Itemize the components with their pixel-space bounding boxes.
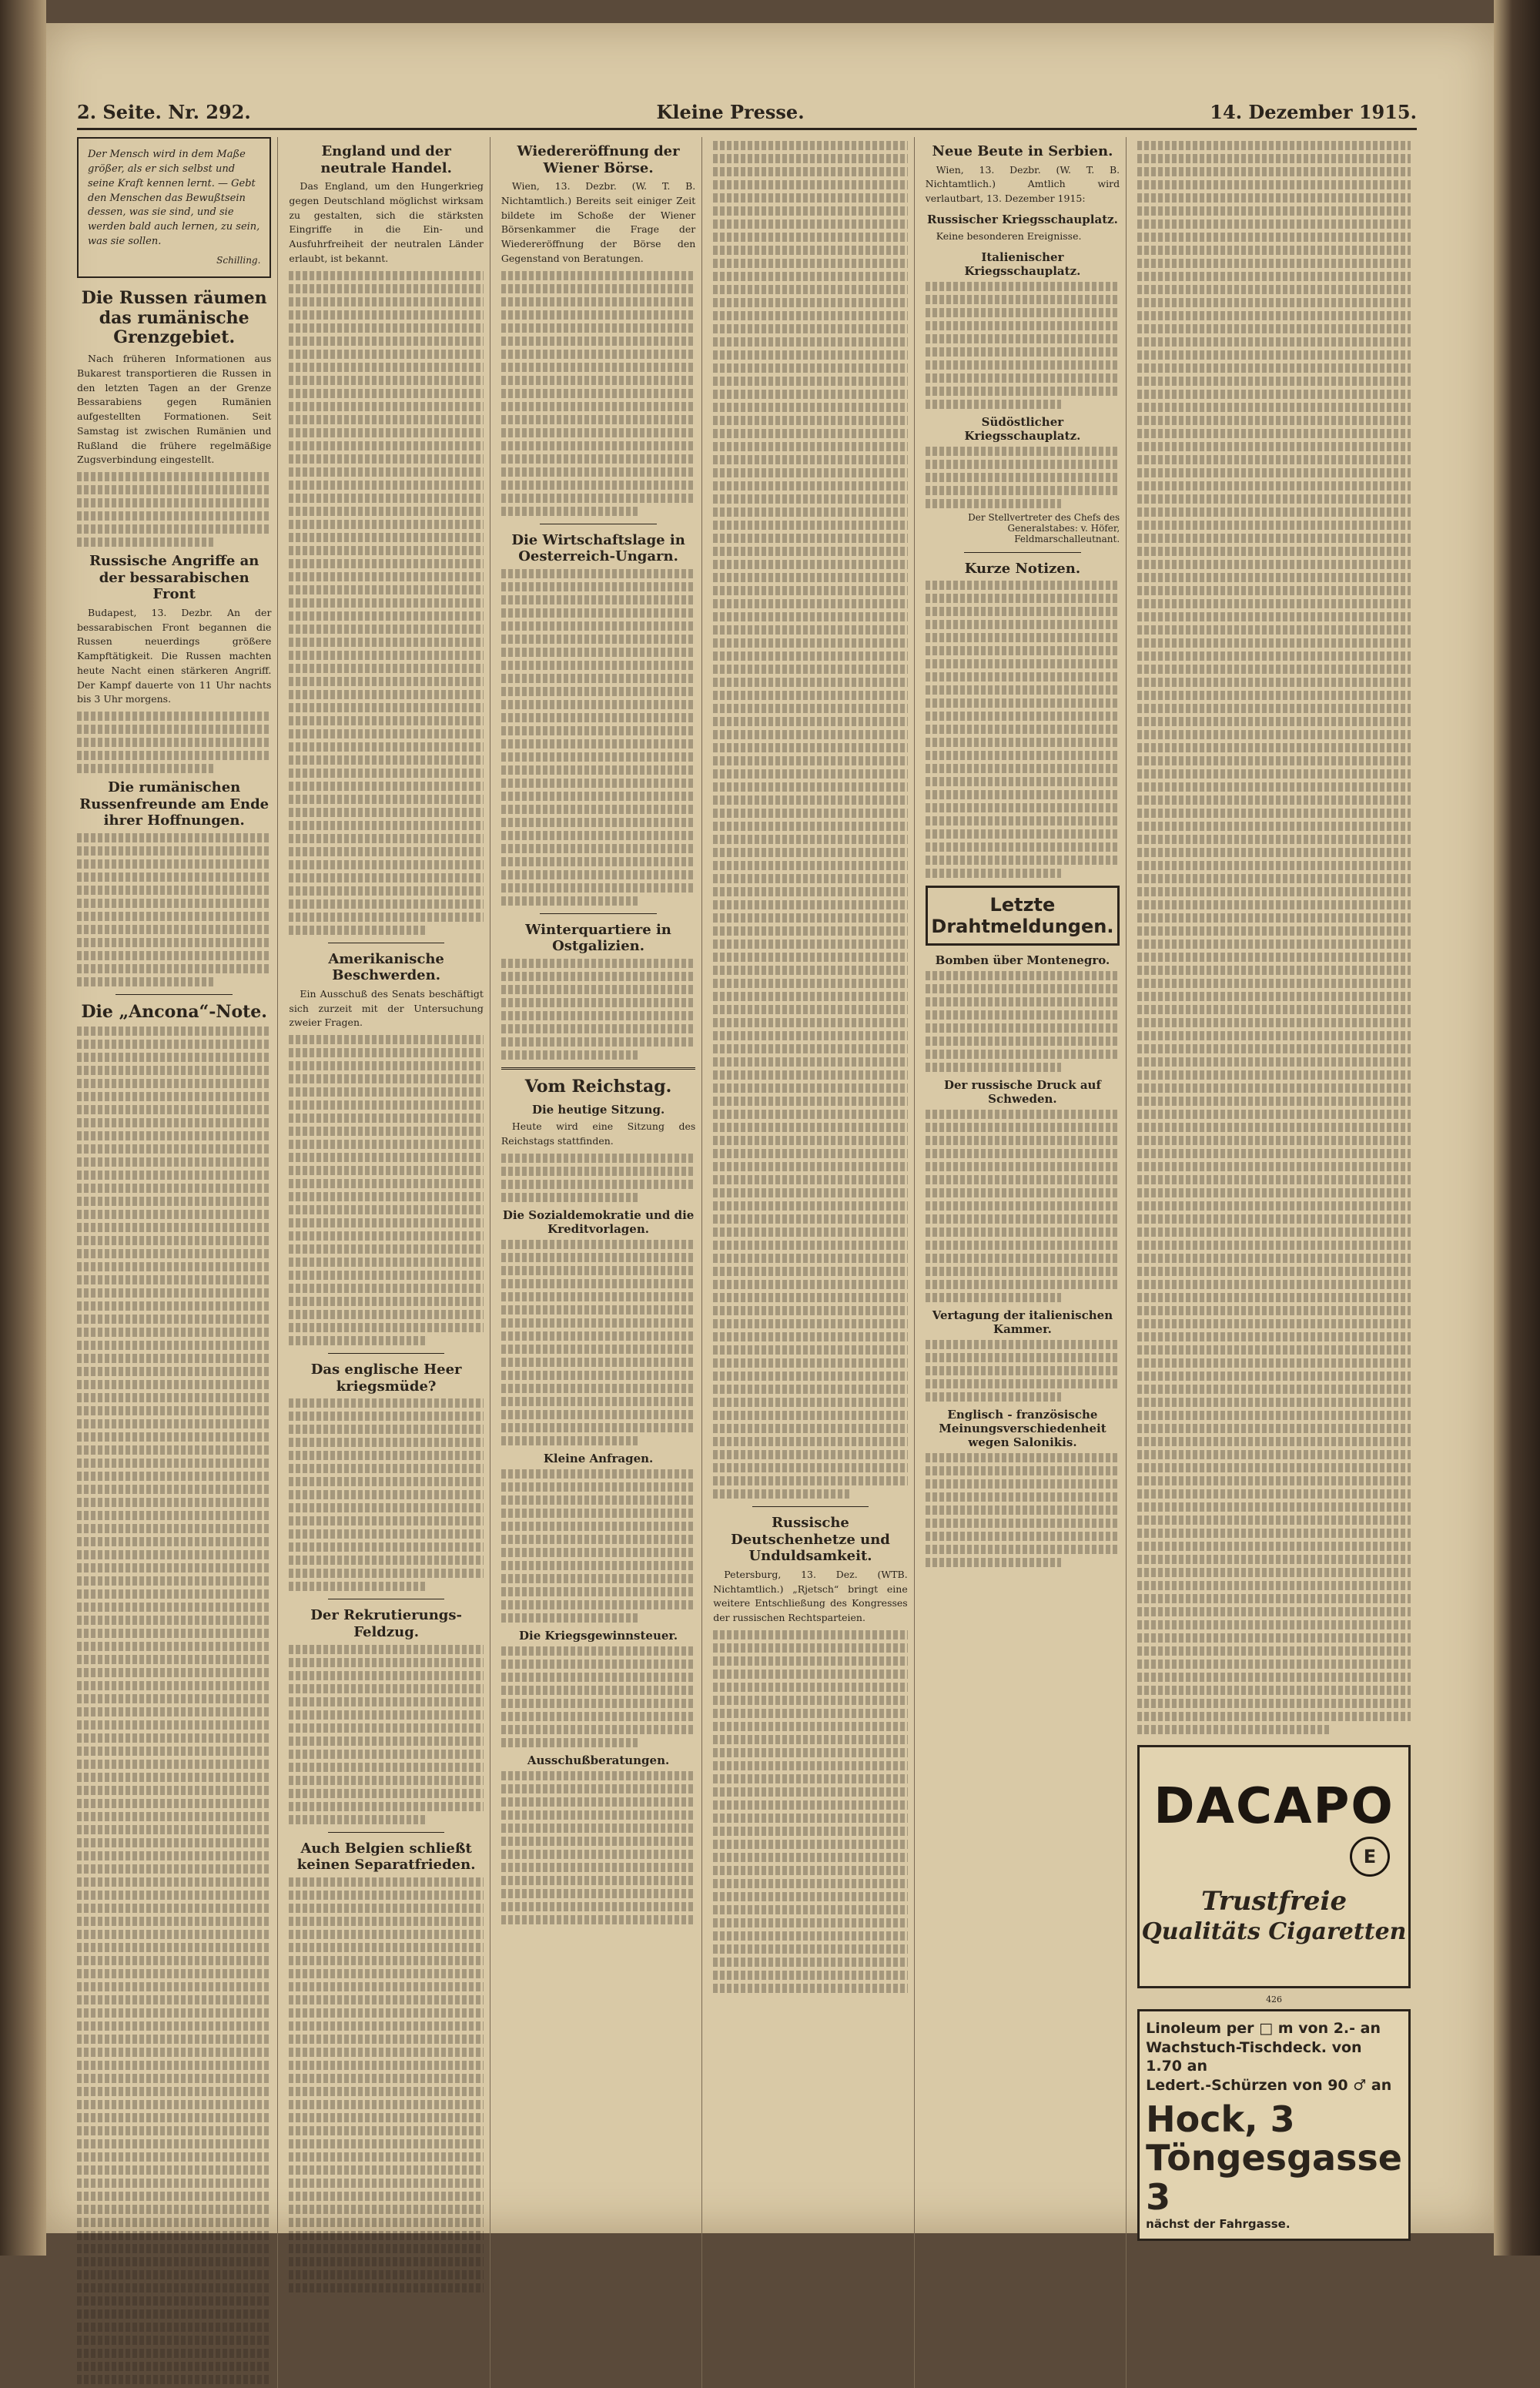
- subheadline-russian-theatre: Russischer Kriegsschauplatz.: [926, 212, 1118, 226]
- headline-russian-hate: Russische Deutschenhetze und Unduldsamkeit.: [731, 1515, 890, 1565]
- hock-shop-name: Hock, 3 Töngesgasse 3: [1146, 2098, 1402, 2218]
- dacapo-brand: DACAPO: [1153, 1778, 1394, 1835]
- article-columns: [77, 137, 1417, 2231]
- column-5: [926, 137, 1127, 2388]
- subheadline-war-profit-tax: Die Kriegsgewinnsteuer.: [518, 1628, 678, 1643]
- article-paragraph: Keine besonderen Ereignisse.: [936, 229, 1082, 242]
- headline-russian-attacks: Russische Angriffe an der bessarabischen Front: [89, 553, 259, 603]
- headline-russians-retreat: Die Russen räumen das rumänische Grenzgebiet.: [81, 288, 267, 347]
- quote-text: Der Mensch wird in dem Maße größer, als er sich selbst und seine Kraft kennen lernt. — Gebt den Menschen das Bewußtsein dessen, was sie sind, und sie werden bald auch lernen, zu sein, was sie sollen.: [88, 149, 260, 248]
- page-number: 2. Seite. Nr. 292.: [77, 101, 251, 123]
- dacapo-tagline-1: Trustfreie: [1201, 1886, 1348, 1917]
- article-paragraph: Heute wird eine Sitzung des Reichstags stattfinden.: [500, 1120, 696, 1147]
- subheadline-small-questions: Kleine Anfragen.: [543, 1451, 654, 1465]
- headline-ancona-note: Die „Ancona“-Note.: [81, 1002, 267, 1022]
- headline-new-booty-serbia: Neue Beute in Serbien.: [932, 143, 1113, 159]
- subheadline-social-democracy: Die Sozialdemokratie und die Kreditvorlagen.: [502, 1207, 695, 1236]
- ad-number: 426: [1266, 1994, 1283, 2005]
- subheadline-saloniki: Englisch - französische Meinungsverschiedenheit wegen Salonikis.: [939, 1408, 1106, 1450]
- dacapo-tagline-2: Qualitäts Cigaretten: [1141, 1918, 1407, 1945]
- subheadline-italian-theatre: Italienischer Kriegsschauplatz.: [964, 250, 1081, 278]
- column-4: [713, 137, 914, 2388]
- subheadline-southeast-theatre: Südöstlicher Kriegsschauplatz.: [964, 414, 1081, 443]
- headline-recruiting: Der Rekrutierungs-Feldzug.: [310, 1607, 462, 1640]
- hock-line-schuerzen: Ledert.-Schürzen von 90 ♂ an: [1146, 2077, 1392, 2095]
- headline-reichstag: Vom Reichstag.: [524, 1077, 672, 1097]
- subheadline-committee-meetings: Ausschußberatungen.: [527, 1753, 670, 1767]
- latest-wire-news-box: Letzte Drahtmeldungen.: [926, 886, 1120, 946]
- hock-address-note: nächst der Fahrgasse.: [1146, 2216, 1291, 2231]
- brand-emblem-icon: E: [1350, 1837, 1390, 1877]
- quote-box: [77, 137, 271, 278]
- subheadline-italian-chamber: Vertagung der italienischen Kammer.: [932, 1308, 1113, 1337]
- dacapo-cigarette-ad: [1137, 1745, 1411, 1988]
- page-edge: [1494, 0, 1540, 2256]
- masthead: [77, 92, 1417, 130]
- hock-line-linoleum: Linoleum per □ m von 2.- an: [1146, 2020, 1381, 2037]
- issue-date: 14. Dezember 1915.: [1210, 101, 1417, 123]
- hock-line-wachstuch: Wachstuch-Tischdeck. von 1.70 an: [1146, 2038, 1362, 2075]
- article-paragraph: Nach früheren Informationen aus Bukarest transportieren die Russen in den letzten Tagen an der Grenze Bessarabiens gegen Rumänien aufgestellten Formationen. Seit Samstag ist zwischen Rumänien und Rußland die frühere regelmäßige Zugsverbindung eingestellt.: [77, 353, 272, 466]
- headline-romanian-friends: Die rumänischen Russenfreunde am Ende ihrer Hoffnungen.: [79, 779, 270, 829]
- headline-winter-quarters: Winterquartiere in Ostgalizien.: [525, 921, 671, 955]
- headline-american-complaints: Amerikanische Beschwerden.: [328, 950, 444, 984]
- subheadline-bombs-montenegro: Bomben über Montenegro.: [935, 953, 1110, 968]
- article-paragraph: Das England, um den Hungerkrieg gegen Deutschland möglichst wirksam zu gestalten, sich die stärksten Eingriffe in die Ein- und Ausfuhrfreiheit der neutralen Länder erlaubt, ist bekannt.: [289, 180, 484, 264]
- article-paragraph: Ein Ausschuß des Senats beschäftigt sich zurzeit mit der Untersuchung zweier Fragen.: [289, 987, 484, 1029]
- signature-general-staff: Der Stellvertreter des Chefs des Generalstabes: v. Höfer, Feldmarschalleutnant.: [968, 511, 1120, 544]
- headline-economic-situation: Die Wirtschaftslage in Oesterreich-Ungarn.: [511, 531, 685, 565]
- hock-linoleum-ad: [1137, 2009, 1411, 2241]
- headline-english-army: Das englische Heer kriegsmüde?: [310, 1361, 462, 1395]
- article-paragraph: Wien, 13. Dezbr. (W. T. B. Nichtamtlich.) Amtlich wird verlautbart, 13. Dezember 1915:: [925, 163, 1120, 205]
- headline-short-notes: Kurze Notizen.: [964, 560, 1081, 577]
- subheadline-todays-session: Die heutige Sitzung.: [531, 1103, 665, 1117]
- headline-vienna-bourse: Wiedereröffnung der Wiener Börse.: [517, 143, 680, 176]
- headline-belgium: Auch Belgien schließt keinen Separatfrieden.: [296, 1840, 476, 1874]
- newspaper-name: Kleine Presse.: [656, 101, 805, 123]
- subheadline-russian-pressure-sweden: Der russische Druck auf Schweden.: [943, 1078, 1101, 1107]
- book-spine: [0, 0, 46, 2256]
- article-paragraph: Budapest, 13. Dezbr. An der bessarabischen Front begannen die Russen neuerdings größere Kampftätigkeit. Die Russen machten heute Nacht einen stärkeren Angriff. Der Kampf dauerte von 11 Uhr nachts bis 3 Uhr morgens.: [77, 606, 272, 705]
- column-1: [77, 137, 278, 2388]
- headline-england-trade: England und der neutrale Handel.: [320, 143, 452, 176]
- column-3: [501, 137, 702, 2388]
- article-paragraph: Wien, 13. Dezbr. (W. T. B. Nichtamtlich.) Bereits seit einiger Zeit bildete im Schoße der Wiener Börsenkammer die Frage der Wiedereröffnung der Börse den Gegenstand von Beratungen.: [500, 180, 696, 264]
- column-6-ads: [1137, 137, 1417, 2388]
- column-2: [289, 137, 490, 2388]
- article-paragraph: Petersburg, 13. Dez. (WTB. Nichtamtlich.) „Rjetsch“ bringt eine weitere Entschließung des Kongresses der russischen Rechtsparteien.: [713, 1568, 908, 1624]
- quote-signature: Schilling.: [216, 254, 261, 266]
